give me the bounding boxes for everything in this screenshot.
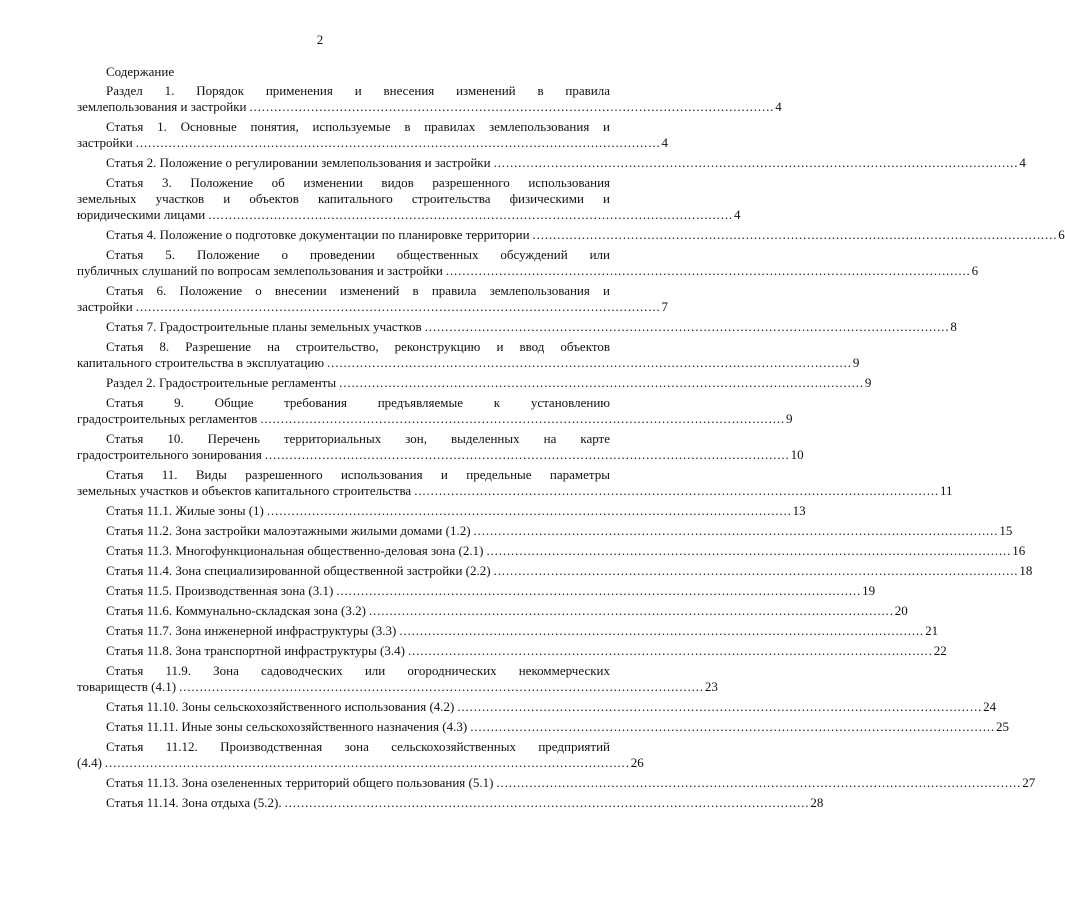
toc-entry-line: [77, 395, 610, 411]
toc-entry-title: Статья 3. Положение об изменении видов разрешенного использования: [106, 175, 610, 190]
dot-leader: [249, 99, 772, 115]
toc-entry[interactable]: [77, 395, 793, 427]
toc-entry-page: 4: [733, 207, 741, 222]
toc-entry-title: Статья 9. Общие требования предъявляемые к установлению: [106, 395, 610, 410]
toc-entry-title: Статья 11.3. Многофункциональная общественно-деловая зона (2.1): [106, 543, 484, 558]
toc-entry-line: [77, 135, 669, 151]
toc-entry[interactable]: [77, 543, 1026, 559]
toc-entry-title: Статья 11.13. Зона озелененных территорий общего пользования (5.1): [106, 775, 494, 790]
toc-entry-title: Статья 11.4. Зона специализированной общественной застройки (2.2): [106, 563, 491, 578]
toc-entry[interactable]: [77, 663, 718, 695]
toc-entry-title: Статья 11.2. Зона застройки малоэтажными жилыми домами (1.2): [106, 523, 471, 538]
toc-entry-line: [77, 583, 876, 599]
toc-entry-title: товариществ (4.1): [77, 679, 177, 694]
toc-entry-title: Статья 2. Положение о регулировании землепользования и застройки: [106, 155, 491, 170]
toc-entry-page: 9: [852, 355, 860, 370]
toc-entry[interactable]: [77, 583, 876, 599]
toc-entry-title: юридическими лицами: [77, 207, 206, 222]
toc-entry-line: [77, 191, 610, 207]
dot-leader: [399, 623, 922, 639]
toc-entry[interactable]: [77, 623, 939, 639]
dot-leader: [470, 719, 993, 735]
toc-entry-line: [77, 543, 1026, 559]
toc-entry-line: [77, 755, 644, 771]
dot-leader: [136, 135, 659, 151]
toc-entry-line: [77, 795, 824, 811]
toc-entry-page: 28: [810, 795, 824, 810]
toc-entry[interactable]: [77, 339, 860, 371]
dot-leader: [285, 795, 808, 811]
toc-entry[interactable]: [77, 175, 741, 223]
toc-entry-page: 27: [1022, 775, 1036, 790]
toc-entry-line: [77, 355, 860, 371]
toc-entry-title: Статья 11.5. Производственная зона (3.1): [106, 583, 334, 598]
dot-leader: [425, 319, 948, 335]
toc-entry-page: 9: [864, 375, 872, 390]
toc-entry[interactable]: [77, 247, 979, 279]
toc-entry[interactable]: [77, 523, 1013, 539]
toc-entry-title: Раздел 2. Градостроительные регламенты: [106, 375, 337, 390]
toc-entry-line: [77, 431, 610, 447]
toc-entry-title: Статья 11.9. Зона садоводческих или огороднических некоммерческих: [106, 663, 610, 678]
dot-leader: [327, 355, 850, 371]
toc-heading: Содержание: [106, 64, 175, 79]
toc-entry-title: Статья 11.8. Зона транспортной инфраструктуры (3.4): [106, 643, 405, 658]
toc-entry-line: [77, 679, 718, 695]
toc-entry-line: [77, 247, 610, 263]
toc-entry-title: Статья 1. Основные понятия, используемые в правилах землепользования и: [106, 119, 610, 134]
dot-leader: [260, 411, 783, 427]
table-of-contents: [77, 83, 1065, 815]
dot-leader: [457, 699, 980, 715]
toc-entry-title: Статья 11.11. Иные зоны сельскохозяйственного назначения (4.3): [106, 719, 468, 734]
toc-entry-page: 11: [939, 483, 953, 498]
toc-entry-line: [77, 99, 782, 115]
toc-entry[interactable]: [77, 643, 947, 659]
toc-entry-title: Статья 11. Виды разрешенного использования и предельные параметры: [106, 467, 610, 482]
toc-entry-title: Статья 4. Положение о подготовке документации по планировке территории: [106, 227, 530, 242]
toc-entry-line: [77, 227, 1065, 243]
toc-entry-line: [77, 467, 610, 483]
toc-entry-title: Статья 11.6. Коммунально-складская зона (3.2): [106, 603, 366, 618]
toc-entry-page: 7: [661, 299, 669, 314]
dot-leader: [339, 375, 862, 391]
toc-entry[interactable]: [77, 563, 1033, 579]
toc-entry-line: [77, 339, 610, 355]
toc-entry-page: 6: [1058, 227, 1065, 242]
dot-leader: [105, 755, 628, 771]
dot-leader: [474, 523, 997, 539]
dot-leader: [336, 583, 859, 599]
toc-entry-title: земельных участков и объектов капитального строительства физическими и: [77, 191, 610, 206]
dot-leader: [446, 263, 969, 279]
toc-entry[interactable]: [77, 739, 644, 771]
toc-entry-title: (4.4): [77, 755, 102, 770]
toc-entry[interactable]: [77, 119, 669, 151]
dot-leader: [265, 447, 788, 463]
toc-entry-title: Раздел 1. Порядок применения и внесения изменений в правила: [106, 83, 610, 98]
toc-entry-title: Статья 5. Положение о проведении общественных обсуждений или: [106, 247, 610, 262]
toc-entry[interactable]: [77, 283, 669, 315]
page-number: 2: [316, 32, 324, 47]
dot-leader: [496, 775, 1019, 791]
toc-entry-title: Статья 11.10. Зоны сельскохозяйственного использования (4.2): [106, 699, 455, 714]
toc-entry[interactable]: [77, 775, 1036, 791]
dot-leader: [369, 603, 892, 619]
dot-leader: [408, 643, 931, 659]
toc-entry[interactable]: [77, 699, 997, 715]
toc-entry-title: Статья 10. Перечень территориальных зон, выделенных на карте: [106, 431, 610, 446]
toc-entry-page: 15: [999, 523, 1013, 538]
toc-entry-line: [77, 263, 979, 279]
toc-entry-page: 10: [790, 447, 804, 462]
toc-entry-line: [77, 119, 610, 135]
toc-entry-page: 22: [933, 643, 947, 658]
toc-entry-line: [77, 207, 741, 223]
toc-entry-page: 24: [983, 699, 997, 714]
toc-entry-line: [77, 503, 806, 519]
toc-entry-line: [77, 719, 1009, 735]
toc-entry-title: Статья 7. Градостроительные планы земельных участков: [106, 319, 422, 334]
toc-entry-line: [77, 447, 804, 463]
toc-entry-title: Статья 11.14. Зона отдыха (5.2).: [106, 795, 282, 810]
toc-entry-title: Статья 8. Разрешение на строительство, реконструкцию и ввод объектов: [106, 339, 610, 354]
toc-entry-line: [77, 299, 669, 315]
toc-entry-title: Статья 11.7. Зона инженерной инфраструктуры (3.3): [106, 623, 397, 638]
toc-entry[interactable]: [77, 155, 1026, 171]
toc-entry[interactable]: [77, 83, 782, 115]
toc-entry-page: 23: [704, 679, 718, 694]
dot-leader: [494, 155, 1017, 171]
toc-entry-page: 6: [971, 263, 979, 278]
toc-entry[interactable]: [77, 719, 1009, 735]
toc-entry[interactable]: [77, 603, 908, 619]
toc-entry-page: 4: [661, 135, 669, 150]
toc-entry[interactable]: [77, 795, 824, 811]
toc-entry-title: землепользования и застройки: [77, 99, 247, 114]
dot-leader: [533, 227, 1056, 243]
toc-entry-title: Статья 11.1. Жилые зоны (1): [106, 503, 264, 518]
toc-entry-page: 25: [995, 719, 1009, 734]
toc-entry[interactable]: [77, 503, 806, 519]
toc-entry-line: [77, 83, 610, 99]
dot-leader: [267, 503, 790, 519]
toc-entry-title: Статья 6. Положение о внесении изменений в правила землепользования и: [106, 283, 610, 298]
dot-leader: [208, 207, 731, 223]
toc-entry-line: [77, 375, 872, 391]
toc-entry-line: [77, 483, 953, 499]
toc-entry-page: 21: [925, 623, 939, 638]
toc-entry-line: [77, 155, 1026, 171]
toc-entry-page: 8: [950, 319, 957, 334]
toc-entry-title: земельных участков и объектов капитального строительства: [77, 483, 412, 498]
toc-entry-line: [77, 643, 947, 659]
toc-entry-page: 26: [630, 755, 644, 770]
toc-entry[interactable]: [77, 467, 953, 499]
toc-entry-title: градостроительных регламентов: [77, 411, 258, 426]
toc-entry-page: 4: [775, 99, 782, 114]
toc-entry-line: [77, 523, 1013, 539]
toc-entry-page: 16: [1012, 543, 1026, 558]
toc-entry-line: [77, 175, 610, 191]
dot-leader: [414, 483, 937, 499]
toc-entry[interactable]: [77, 431, 804, 463]
toc-entry-page: 20: [894, 603, 908, 618]
toc-entry-page: 18: [1019, 563, 1033, 578]
toc-entry-line: [77, 699, 997, 715]
toc-entry-title: застройки: [77, 299, 133, 314]
toc-entry-page: 13: [792, 503, 806, 518]
toc-entry-page: 19: [862, 583, 876, 598]
dot-leader: [136, 299, 659, 315]
toc-entry-line: [77, 283, 610, 299]
toc-entry-line: [77, 739, 610, 755]
toc-entry-title: градостроительного зонирования: [77, 447, 262, 462]
dot-leader: [179, 679, 702, 695]
toc-entry-line: [77, 623, 939, 639]
toc-entry-title: Статья 11.12. Производственная зона сельскохозяйственных предприятий: [106, 739, 610, 754]
toc-entry-line: [77, 775, 1036, 791]
dot-leader: [486, 543, 1009, 559]
toc-entry-line: [77, 563, 1033, 579]
toc-entry-title: публичных слушаний по вопросам землепользования и застройки: [77, 263, 443, 278]
toc-entry-title: капитального строительства в эксплуатацию: [77, 355, 325, 370]
toc-entry-line: [77, 603, 908, 619]
toc-entry-page: 9: [785, 411, 793, 426]
toc-entry-line: [77, 319, 957, 335]
toc-entry[interactable]: [77, 319, 957, 335]
toc-entry-line: [77, 663, 610, 679]
toc-entry[interactable]: [77, 227, 1065, 243]
toc-entry-title: застройки: [77, 135, 133, 150]
toc-entry[interactable]: [77, 375, 872, 391]
toc-entry-line: [77, 411, 793, 427]
dot-leader: [494, 563, 1017, 579]
toc-entry-page: 4: [1019, 155, 1026, 170]
